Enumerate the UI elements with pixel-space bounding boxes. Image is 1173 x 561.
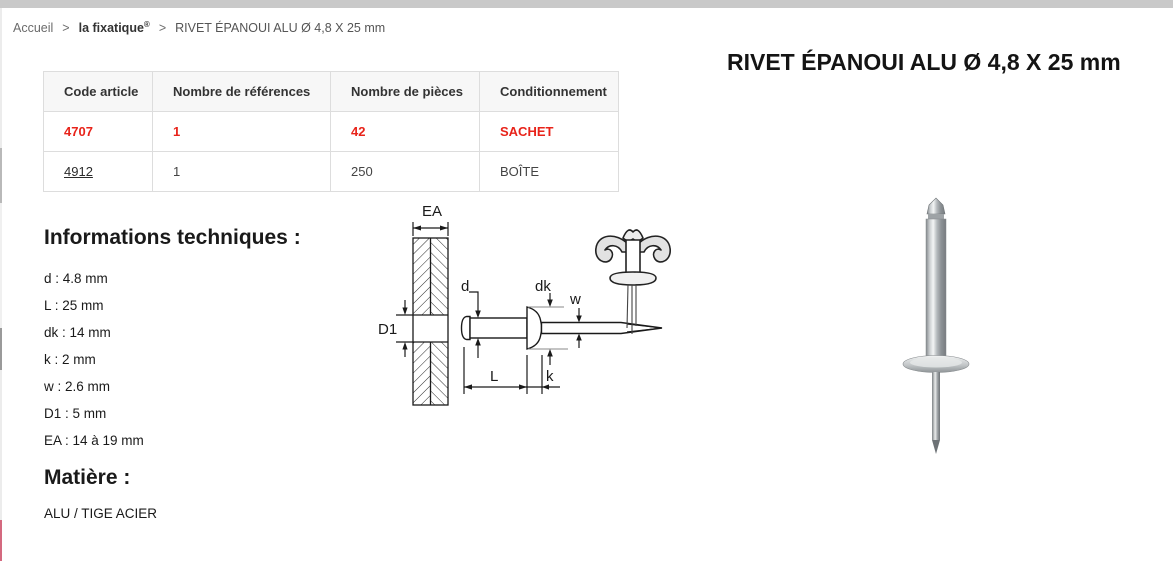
top-border-bar xyxy=(0,0,1173,8)
label-ea: EA xyxy=(422,203,443,220)
dimension-ea xyxy=(413,222,448,236)
page-left-edge xyxy=(0,8,2,561)
cell-code-article: 4707 xyxy=(44,112,153,152)
spec-w: w : 2.6 mm xyxy=(44,379,111,394)
spec-ea: EA : 14 à 19 mm xyxy=(44,433,144,448)
breadcrumb-home-link[interactable]: Accueil xyxy=(13,21,54,36)
header-code-article: Code article xyxy=(44,72,153,112)
product-photo xyxy=(856,192,1021,467)
technical-drawing xyxy=(378,200,678,420)
breadcrumb-brand-link[interactable] xyxy=(79,20,150,35)
label-dk: dk xyxy=(535,278,551,295)
breadcrumb-current-page: RIVET ÉPANOUI ALU Ø 4,8 X 25 mm xyxy=(175,21,386,36)
header-conditionnement: Conditionnement xyxy=(480,72,619,112)
technical-info-section xyxy=(44,226,301,448)
dimension-d1 xyxy=(396,300,413,357)
packaging-table xyxy=(43,71,619,192)
table-header-row xyxy=(44,72,619,112)
cell-nombre-pieces: 42 xyxy=(331,112,480,152)
breadcrumb-brand-label: la fixatique xyxy=(78,21,144,36)
spec-d1: D1 : 5 mm xyxy=(44,406,107,421)
cell-conditionnement: SACHET xyxy=(480,112,619,152)
code-article-link[interactable]: 4912 xyxy=(64,164,93,179)
cell-conditionnement: BOÎTE xyxy=(480,152,619,192)
registered-trademark-icon: ® xyxy=(143,20,150,29)
material-value: ALU / TIGE ACIER xyxy=(44,506,158,521)
spec-l: L : 25 mm xyxy=(44,298,104,313)
workpiece-cross-section xyxy=(413,238,448,405)
breadcrumb-separator: > xyxy=(158,21,167,36)
material-heading: Matière : xyxy=(44,466,131,489)
cell-code-article xyxy=(44,152,153,192)
table-row xyxy=(44,152,619,192)
cell-nombre-references: 1 xyxy=(153,152,331,192)
breadcrumb xyxy=(13,20,385,35)
label-d1: D1 xyxy=(378,321,398,338)
header-nombre-pieces: Nombre de pièces xyxy=(331,72,480,112)
spec-k: k : 2 mm xyxy=(44,352,96,367)
label-l: L xyxy=(490,368,499,385)
cell-nombre-pieces: 250 xyxy=(331,152,480,192)
table-row-selected xyxy=(44,112,619,152)
breadcrumb-separator: > xyxy=(62,21,70,36)
material-section xyxy=(44,466,157,521)
header-nombre-references: Nombre de références xyxy=(153,72,331,112)
spec-dk: dk : 14 mm xyxy=(44,325,111,340)
spec-d: d : 4.8 mm xyxy=(44,271,108,286)
label-w: w xyxy=(570,291,581,308)
cell-nombre-references: 1 xyxy=(153,112,331,152)
rivet-photo xyxy=(903,198,969,454)
label-k: k xyxy=(546,368,554,385)
page-title: RIVET ÉPANOUI ALU Ø 4,8 X 25 mm xyxy=(727,49,1121,75)
expanded-rivet-illustration xyxy=(596,230,670,334)
label-d: d xyxy=(461,278,470,295)
technical-info-heading: Informations techniques : xyxy=(44,226,301,249)
